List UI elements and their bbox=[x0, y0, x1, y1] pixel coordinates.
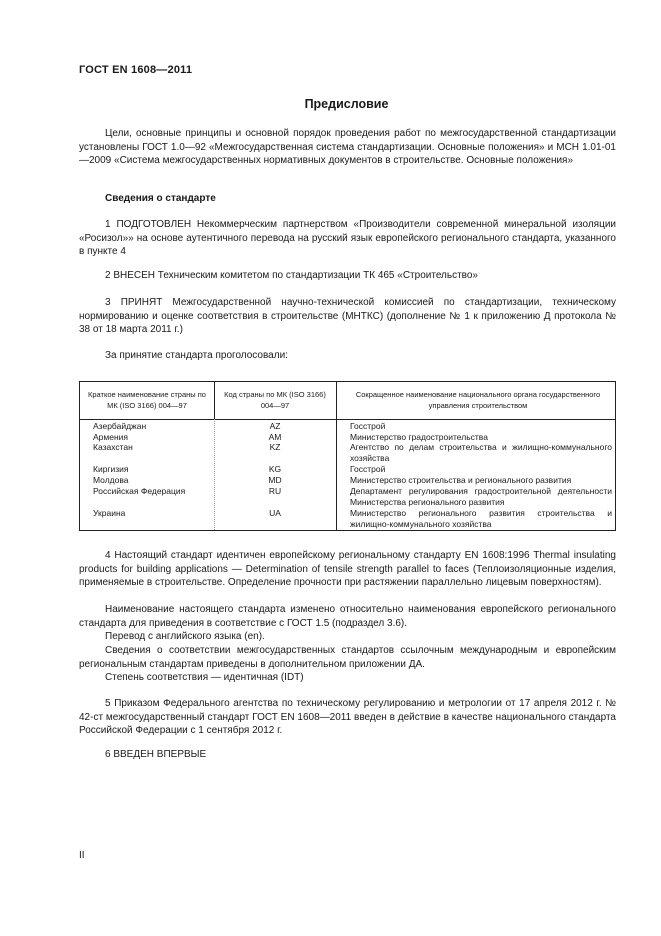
intro-paragraph: Цели, основные принципы и основной порядок проведения работ по межгосударственной стандартизации установлены ГОСТ 1.0—92 «Межгосударственная система стандартизации. Основные положения» и МСН 1.01-01—2009 «Система межгосударственных нормативных документов в строительстве. Основные положения» bbox=[79, 128, 616, 166]
table-cell-code: AZ bbox=[269, 421, 281, 431]
table-cell-authority: Госстрой bbox=[350, 464, 386, 474]
item-4-identical: 4 Настоящий стандарт идентичен европейскому региональному стандарту EN 1608:1996 Thermal insulating products for building applications — Determination of tensile strength parallel to faces (Теплоизоляционные изделия, применяемые в строительстве. Определение прочности при растяжении параллельно лицевым поверхностям). bbox=[79, 550, 616, 588]
header-country-name: Краткое наименование страны по МК (ISO 3166) 004—97 bbox=[88, 390, 206, 410]
subheading-standard-info: Сведения о стандарте bbox=[105, 193, 216, 204]
table-cell-code: RU bbox=[268, 486, 282, 496]
table-cell-code: MD bbox=[268, 475, 282, 485]
table-cell-authority: Госстрой bbox=[350, 421, 386, 431]
item-1-prepared: 1 ПОДГОТОВЛЕН Некоммерческим партнерством «Производители современной минеральной изоляции «Росизол»» на основе аутентичного перевода на русский язык европейского регионального стандарта, указанного в пункте 4 bbox=[79, 219, 616, 257]
item-4-degree: Степень соответствия — идентичная (IDT) bbox=[105, 672, 304, 683]
page-number: II bbox=[79, 850, 85, 861]
header-authority: Сокращенное наименование национального органа государственного управления строительством bbox=[355, 390, 601, 410]
item-5-order: 5 Приказом Федерального агентства по техническому регулированию и метрологии от 17 апреля 2012 г. № 42-ст межгосударственный стандарт ГОСТ EN 1608—2011 введен в действие в качестве национального стандарта Российской Федерации с 1 сентября 2012 г. bbox=[79, 698, 616, 736]
table-cell-code: KZ bbox=[269, 442, 281, 452]
document-code-header: ГОСТ EN 1608—2011 bbox=[79, 64, 193, 76]
item-3-adopted: 3 ПРИНЯТ Межгосударственной научно-технической комиссией по стандартизации, техническому нормированию и оценке соответствия в строительстве (МНТКС) (дополнение № 1 к приложению Д протокола № 38 от 18 марта 2011 г.) bbox=[79, 297, 616, 335]
table-cell-authority: Министерство градостроительства bbox=[350, 431, 488, 442]
table-cell-country: Киргизия bbox=[93, 464, 129, 474]
table-cell-code: UA bbox=[269, 508, 281, 518]
table-cell-country: Армения bbox=[93, 431, 129, 442]
vote-caption: За принятие стандарта проголосовали: bbox=[105, 350, 288, 361]
voting-countries-table bbox=[79, 381, 616, 531]
table-cell-authority: Департамент регулирования градостроительной деятельности Министерства регионального развития bbox=[350, 486, 612, 507]
page-title: Предисловие bbox=[304, 97, 389, 111]
table-cell-authority: Министерство регионального развития строительства и жилищно-коммунального хозяйства bbox=[350, 508, 612, 529]
table-cell-country: Молдова bbox=[93, 475, 129, 485]
header-country-code: Код страны по МК (ISO 3166) 004—97 bbox=[224, 390, 326, 410]
table-cell-authority: Агентство по делам строительства и жилищно-коммунального хозяйства bbox=[350, 442, 612, 463]
table-cell-code: KG bbox=[268, 464, 282, 474]
item-4-references: Сведения о соответствии межгосударственных стандартов ссылочным международным и европейским региональным стандартам приведены в дополнительном приложении ДА. bbox=[79, 645, 616, 670]
item-4-translation: Перевод с английского языка (en). bbox=[105, 631, 265, 642]
table-cell-country: Украина bbox=[93, 508, 126, 518]
table-cell-authority: Министерство строительства и регионального развития bbox=[350, 475, 572, 485]
item-4-name-note: Наименование настоящего стандарта изменено относительно наименования европейского регионального стандарта для приведения в соответствие с ГОСТ 1.5 (подраздел 3.6). bbox=[79, 604, 616, 629]
table-cell-code: AM bbox=[268, 431, 282, 442]
table-cell-country: Азербайджан bbox=[93, 421, 147, 431]
item-2-introduced: 2 ВНЕСЕН Техническим комитетом по стандартизации ТК 465 «Строительство» bbox=[105, 270, 478, 281]
item-6-first-introduced: 6 ВВЕДЕН ВПЕРВЫЕ bbox=[105, 749, 207, 760]
table-cell-country: Российская Федерация bbox=[93, 486, 186, 496]
table-cell-country: Казахстан bbox=[93, 442, 133, 452]
